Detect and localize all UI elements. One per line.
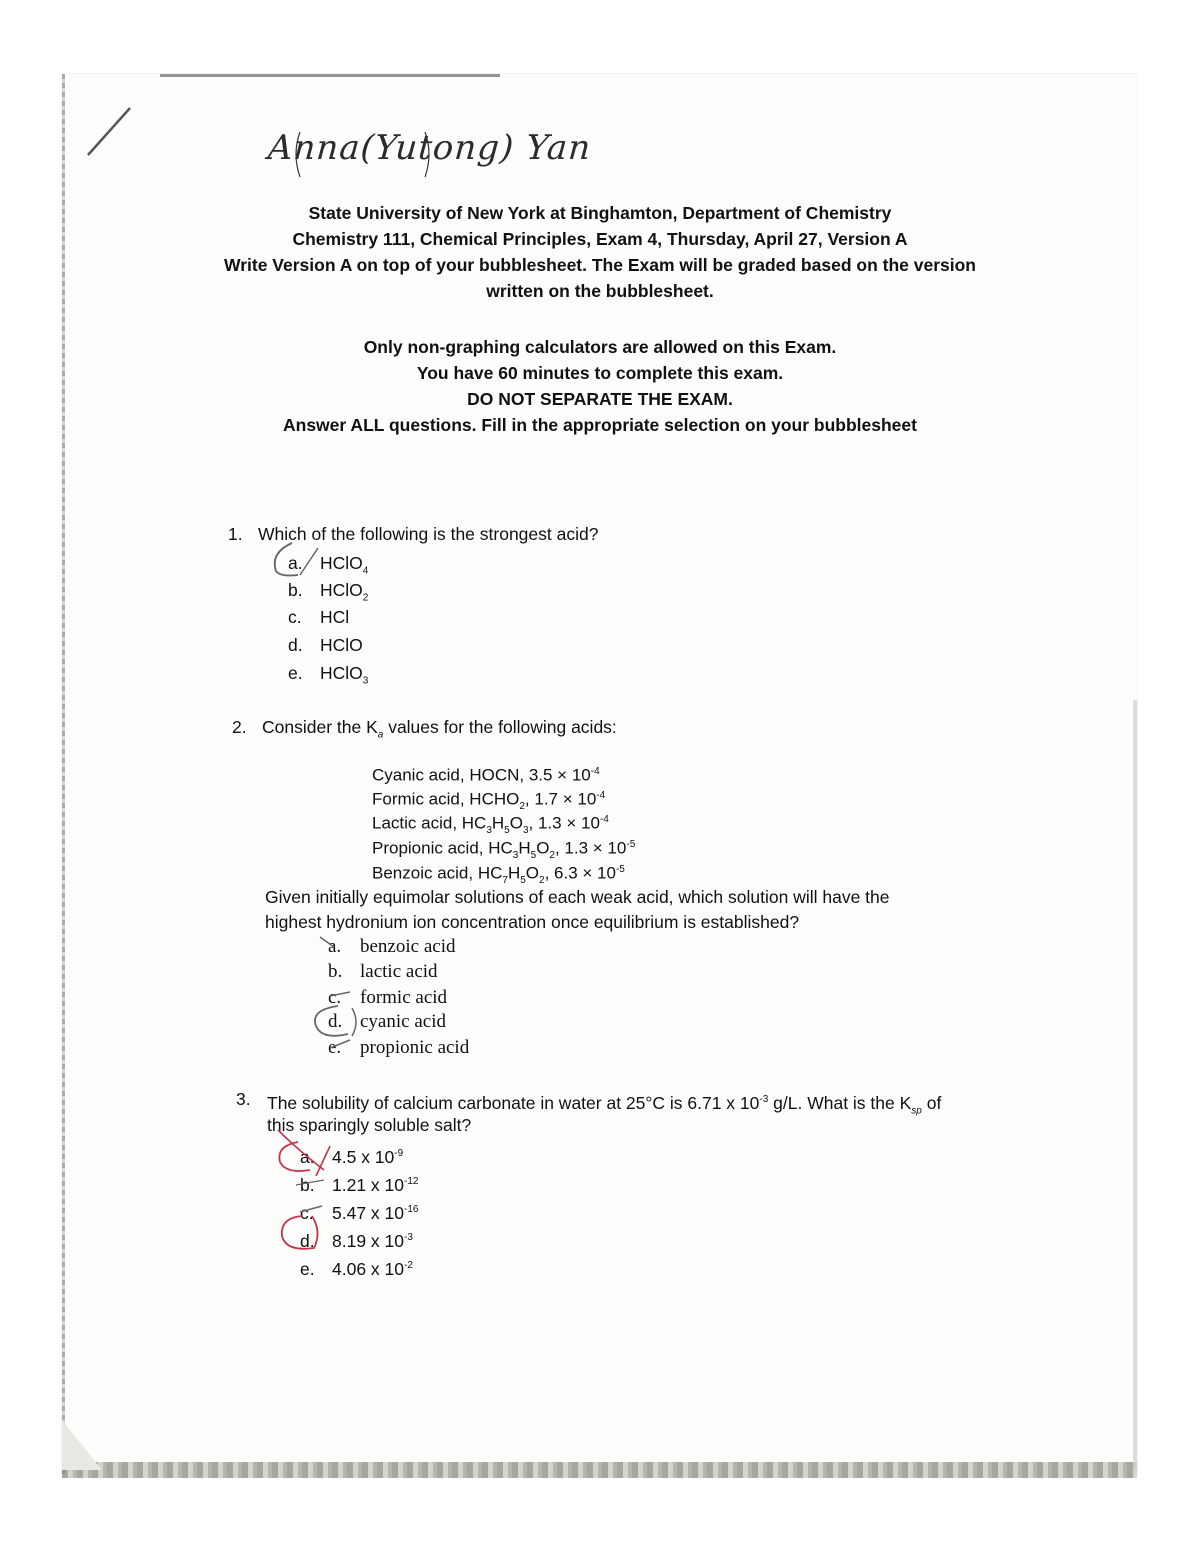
option-label: c. [328,987,342,1008]
option-subscript: 2 [362,592,369,604]
option-label: b. [288,580,303,600]
option-text: 1.21 x 10 [332,1174,404,1195]
option-label: e. [300,1258,315,1279]
option-text: lactic acid [360,961,438,982]
question-3-text-line-2: this sparingly soluble salt? [267,1115,472,1135]
question-2-prompt-line-2: highest hydronium ion concentration once equilibrium is established? [265,912,800,932]
q2-answer-circle [315,1006,348,1036]
acid-text: Formic acid, HCHO [372,789,520,809]
option-text: HCl [320,607,350,627]
q3-text-mid: g/L. What is the K [768,1092,912,1113]
q1-answer-circle [275,543,298,576]
acid-lactic: Lactic acid, $HC_3H_5O_3$, $1.3 \times 10^{-4}$ [372,813,609,837]
option-label: a. [328,936,342,957]
rule-calculators: Only non-graphing calculators are allowed on this Exam. [363,337,837,357]
option-label: d. [288,635,303,655]
header-line-3: Write Version A on top of your bubblesheet. The Exam will be graded based on the version [224,255,976,275]
q2-text-pre: Consider the K [262,717,378,737]
question-3-number: 3. [236,1089,251,1109]
question-1-number: 1. [228,524,243,544]
acid-cyanic: Cyanic acid, HOCN, $3.5 \times 10^{-4}$ [372,765,600,785]
question-2-prompt-line-1: Given initially equimolar solutions of each weak acid, which solution will have the [265,887,890,907]
q3-text-post: of [921,1092,942,1113]
option-subscript: 3 [362,675,369,687]
header-line-2: Chemistry 111, Chemical Principles, Exam 4, Thursday, April 27, Version A [292,229,908,249]
option-text: HClO [320,553,363,573]
option-text: 5.47 x 10 [332,1202,404,1223]
acid-text: Benzoic acid, HC [372,863,503,883]
option-exponent: -12 [404,1176,419,1187]
q2-option-d-bracket [352,1008,356,1036]
acid-formic: Formic acid, $HCHO_2$, $1.7 \times 10^{-4}$ [372,789,606,813]
option-exponent: -16 [404,1204,419,1215]
acid-text: Cyanic acid, HOCN, 3.5 × 10 [372,765,591,785]
q2-strike-a [320,937,334,947]
q3-ksp-sub: sp [911,1105,922,1117]
rule-separate: DO NOT SEPARATE THE EXAM. [467,389,733,409]
option-label: b. [300,1174,315,1195]
q3-red-circle-d [282,1216,318,1249]
option-text: benzoic acid [360,936,456,957]
option-exponent: -3 [404,1232,413,1243]
option-text: 4.06 x 10 [332,1258,404,1279]
rule-time: You have 60 minutes to complete this exam. [416,363,784,383]
acid-text: Propionic acid, HC [372,838,513,858]
acid-propionic: Propionic acid, $HC_3H_5O_2$, $1.3 \times 10^{-5}$ [372,838,636,862]
option-text: 4.5 x 10 [332,1146,395,1167]
q2-text-sub: a [377,729,384,741]
q1-tick [300,548,318,575]
question-1-text: Which of the following is the strongest acid? [258,524,599,544]
q3-text-pre: The solubility of calcium carbonate in water at 25°C is 6.71 x 10 [267,1092,760,1113]
option-label: a. [300,1146,315,1167]
option-label: e. [328,1037,342,1058]
q3-strike-c [300,1206,322,1212]
q2-text-post: values for the following acids: [383,717,617,737]
option-text: cyanic acid [360,1011,446,1032]
header-line-4: written on the bubblesheet. [486,281,714,301]
pencil-check-mark [88,108,130,155]
rule-answer-all: Answer ALL questions. Fill in the appropriate selection on your bubblesheet [283,415,917,435]
question-2-number: 2. [232,717,247,737]
header-line-1: State University of New York at Binghamton, Department of Chemistry [308,203,892,223]
q3-exponent: -3 [759,1094,769,1105]
option-label: a. [288,553,303,573]
option-label: c. [300,1202,314,1223]
q2-strike-c [330,992,350,996]
student-name-handwritten: Anna(Yutong) Yan [266,128,593,168]
option-text: 8.19 x 10 [332,1230,404,1251]
acid-benzoic: Benzoic acid, $HC_7H_5O_2$, $6.3 \times 10^{-5}$ [372,863,625,887]
acid-text: Lactic acid, HC [372,813,487,833]
option-subscript: 4 [362,565,369,577]
option-text: propionic acid [360,1037,470,1058]
option-text: HClO [320,635,363,655]
option-label: e. [288,663,303,683]
option-label: d. [328,1011,343,1032]
option-text: formic acid [360,987,448,1008]
option-exponent: -9 [394,1148,404,1159]
q3-strike-b [296,1180,324,1185]
option-label: b. [328,961,343,982]
q2-strike-e [330,1040,350,1048]
option-label: c. [288,607,302,627]
option-label: d. [300,1230,315,1251]
option-exponent: -2 [404,1260,413,1271]
option-text: HClO [320,663,363,683]
option-text: HClO [320,580,363,600]
name-parenthesis-mark [296,132,429,177]
